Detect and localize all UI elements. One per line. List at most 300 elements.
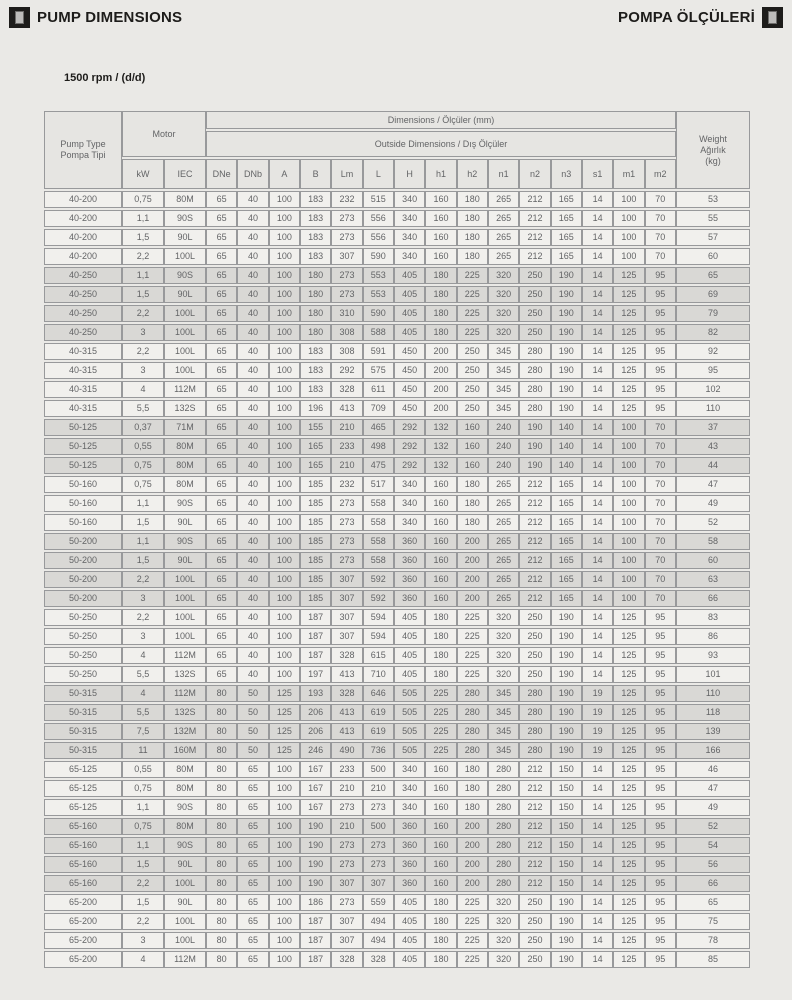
value-cell: 125	[269, 685, 300, 702]
value-cell: 14	[582, 818, 613, 835]
value-cell: 273	[363, 799, 394, 816]
value-cell: 360	[394, 837, 425, 854]
value-cell: 65	[206, 248, 237, 265]
value-cell: 40	[237, 647, 268, 664]
value-cell: 90L	[164, 894, 206, 911]
value-cell: 1,1	[122, 533, 164, 550]
value-cell: 360	[394, 590, 425, 607]
value-cell: 405	[394, 647, 425, 664]
value-cell: 167	[300, 780, 331, 797]
value-cell: 80	[206, 818, 237, 835]
value-cell: 180	[457, 780, 488, 797]
pump-catalog-icon	[9, 7, 30, 28]
weight-cell: 83	[676, 609, 750, 626]
value-cell: 1,5	[122, 514, 164, 531]
value-cell: 125	[613, 818, 644, 835]
page-title-tr: POMPA ÖLÇÜLERİ	[618, 9, 755, 26]
value-cell: 95	[645, 305, 676, 322]
value-cell: 165	[551, 229, 582, 246]
value-cell: 308	[331, 343, 362, 360]
value-cell: 65	[237, 780, 268, 797]
value-cell: 340	[394, 780, 425, 797]
value-cell: 240	[488, 438, 519, 455]
value-cell: 328	[331, 685, 362, 702]
weight-cell: 166	[676, 742, 750, 759]
pump-type-cell: 65-160	[44, 837, 122, 854]
value-cell: 160	[425, 799, 456, 816]
value-cell: 450	[394, 400, 425, 417]
value-cell: 125	[613, 286, 644, 303]
value-cell: 95	[645, 381, 676, 398]
value-cell: 160	[425, 514, 456, 531]
value-cell: 193	[300, 685, 331, 702]
value-cell: 413	[331, 400, 362, 417]
table-header	[44, 111, 750, 189]
value-cell: 200	[457, 590, 488, 607]
value-cell: 328	[363, 951, 394, 968]
value-cell: 160	[457, 419, 488, 436]
value-cell: 80	[206, 913, 237, 930]
value-cell: 14	[582, 305, 613, 322]
value-cell: 40	[237, 286, 268, 303]
rpm-subtitle: 1500 rpm / (d/d)	[64, 72, 146, 84]
value-cell: 160	[425, 761, 456, 778]
value-cell: 65	[206, 590, 237, 607]
table-row	[44, 457, 750, 474]
value-cell: 165	[551, 191, 582, 208]
value-cell: 307	[331, 932, 362, 949]
value-cell: 70	[645, 438, 676, 455]
weight-cell: 57	[676, 229, 750, 246]
value-cell: 100L	[164, 628, 206, 645]
value-cell: 155	[300, 419, 331, 436]
table-row	[44, 286, 750, 303]
value-cell: 125	[613, 381, 644, 398]
value-cell: 180	[457, 248, 488, 265]
value-cell: 125	[613, 400, 644, 417]
value-cell: 3	[122, 324, 164, 341]
value-cell: 187	[300, 932, 331, 949]
value-cell: 273	[331, 799, 362, 816]
table-row	[44, 799, 750, 816]
weight-cell: 86	[676, 628, 750, 645]
value-cell: 40	[237, 552, 268, 569]
pump-type-cell: 50-160	[44, 495, 122, 512]
value-cell: 150	[551, 875, 582, 892]
value-cell: 180	[425, 647, 456, 664]
value-cell: 212	[519, 476, 550, 493]
value-cell: 186	[300, 894, 331, 911]
weight-header	[676, 111, 750, 189]
value-cell: 14	[582, 229, 613, 246]
value-cell: 100	[613, 533, 644, 550]
value-cell: 125	[613, 761, 644, 778]
weight-cell: 53	[676, 191, 750, 208]
table-row	[44, 761, 750, 778]
pump-type-cell: 50-125	[44, 457, 122, 474]
pump-catalog-icon-right	[762, 7, 783, 28]
value-cell: 71M	[164, 419, 206, 436]
pump-type-cell: 50-315	[44, 685, 122, 702]
value-cell: 14	[582, 913, 613, 930]
value-cell: 180	[425, 913, 456, 930]
value-cell: 80	[206, 856, 237, 873]
value-cell: 280	[488, 856, 519, 873]
value-cell: 14	[582, 894, 613, 911]
value-cell: 212	[519, 875, 550, 892]
table-row	[44, 856, 750, 873]
value-cell: 90S	[164, 210, 206, 227]
value-cell: 40	[237, 191, 268, 208]
weight-cell: 102	[676, 381, 750, 398]
value-cell: 100	[613, 590, 644, 607]
value-cell: 320	[488, 894, 519, 911]
value-cell: 190	[551, 951, 582, 968]
value-cell: 280	[519, 685, 550, 702]
value-cell: 160	[425, 856, 456, 873]
value-cell: 345	[488, 343, 519, 360]
value-cell: 180	[457, 799, 488, 816]
value-cell: 140	[551, 457, 582, 474]
table-row	[44, 951, 750, 968]
table-row	[44, 666, 750, 683]
value-cell: 310	[331, 305, 362, 322]
value-cell: 100L	[164, 248, 206, 265]
value-cell: 125	[613, 305, 644, 322]
value-cell: 165	[551, 590, 582, 607]
value-cell: 180	[425, 286, 456, 303]
value-cell: 183	[300, 381, 331, 398]
value-cell: 265	[488, 552, 519, 569]
value-cell: 95	[645, 913, 676, 930]
table-row	[44, 609, 750, 626]
value-cell: 14	[582, 267, 613, 284]
weight-cell: 66	[676, 590, 750, 607]
pump-type-cell: 50-200	[44, 533, 122, 550]
table-row	[44, 571, 750, 588]
value-cell: 265	[488, 495, 519, 512]
value-cell: 2,2	[122, 248, 164, 265]
value-cell: 340	[394, 761, 425, 778]
value-cell: 70	[645, 476, 676, 493]
value-cell: 2,2	[122, 571, 164, 588]
value-cell: 187	[300, 628, 331, 645]
value-cell: 100	[269, 362, 300, 379]
value-cell: 190	[551, 704, 582, 721]
value-cell: 14	[582, 951, 613, 968]
page-title-en: PUMP DIMENSIONS	[37, 9, 183, 26]
value-cell: 100	[269, 248, 300, 265]
value-cell: 345	[488, 704, 519, 721]
value-cell: 210	[331, 457, 362, 474]
value-cell: 1,5	[122, 894, 164, 911]
table-row	[44, 533, 750, 550]
value-cell: 225	[425, 723, 456, 740]
value-cell: 212	[519, 571, 550, 588]
value-cell: 95	[645, 951, 676, 968]
pump-type-cell: 50-200	[44, 552, 122, 569]
value-cell: 165	[300, 438, 331, 455]
value-cell: 160	[425, 837, 456, 854]
pump-catalog-icon-inner	[15, 11, 24, 24]
value-cell: 345	[488, 381, 519, 398]
value-cell: 450	[394, 343, 425, 360]
value-cell: 1,5	[122, 286, 164, 303]
value-cell: 558	[363, 533, 394, 550]
value-cell: 183	[300, 362, 331, 379]
value-cell: 187	[300, 913, 331, 930]
value-cell: 225	[457, 324, 488, 341]
value-cell: 340	[394, 476, 425, 493]
value-cell: 232	[331, 191, 362, 208]
value-cell: 183	[300, 248, 331, 265]
value-cell: 95	[645, 761, 676, 778]
table-row	[44, 894, 750, 911]
weight-cell: 82	[676, 324, 750, 341]
value-cell: 14	[582, 248, 613, 265]
value-cell: 80	[206, 761, 237, 778]
value-cell: 225	[457, 666, 488, 683]
value-cell: 40	[237, 438, 268, 455]
value-cell: 190	[551, 894, 582, 911]
value-cell: 307	[331, 571, 362, 588]
value-cell: 100	[613, 552, 644, 569]
weight-cell: 63	[676, 571, 750, 588]
value-cell: 273	[331, 533, 362, 550]
value-cell: 250	[519, 666, 550, 683]
value-cell: 40	[237, 362, 268, 379]
value-cell: 190	[551, 343, 582, 360]
value-cell: 183	[300, 191, 331, 208]
value-cell: 1,1	[122, 799, 164, 816]
value-cell: 80	[206, 837, 237, 854]
value-cell: 505	[394, 704, 425, 721]
value-cell: 125	[613, 875, 644, 892]
value-cell: 90S	[164, 837, 206, 854]
value-cell: 180	[425, 267, 456, 284]
title-group-right	[618, 7, 783, 28]
pump-type-cell: 50-125	[44, 419, 122, 436]
value-cell: 125	[613, 799, 644, 816]
value-cell: 125	[613, 362, 644, 379]
value-cell: 494	[363, 913, 394, 930]
weight-cell: 54	[676, 837, 750, 854]
value-cell: 185	[300, 552, 331, 569]
value-cell: 40	[237, 229, 268, 246]
value-cell: 80	[206, 723, 237, 740]
value-cell: 50	[237, 723, 268, 740]
pump-type-cell: 50-250	[44, 609, 122, 626]
value-cell: 500	[363, 818, 394, 835]
value-cell: 212	[519, 780, 550, 797]
value-cell: 212	[519, 799, 550, 816]
value-cell: 80M	[164, 780, 206, 797]
value-cell: 1,5	[122, 229, 164, 246]
value-cell: 210	[331, 419, 362, 436]
value-cell: 100	[613, 571, 644, 588]
value-cell: 592	[363, 571, 394, 588]
value-cell: 1,1	[122, 267, 164, 284]
value-cell: 65	[206, 571, 237, 588]
value-cell: 187	[300, 609, 331, 626]
value-cell: 328	[331, 381, 362, 398]
value-cell: 100	[269, 419, 300, 436]
value-cell: 95	[645, 609, 676, 626]
value-cell: 40	[237, 248, 268, 265]
value-cell: 517	[363, 476, 394, 493]
value-cell: 180	[425, 894, 456, 911]
value-cell: 14	[582, 875, 613, 892]
value-cell: 100	[269, 647, 300, 664]
value-cell: 619	[363, 704, 394, 721]
value-cell: 90L	[164, 514, 206, 531]
value-cell: 265	[488, 514, 519, 531]
value-cell: 125	[613, 951, 644, 968]
value-cell: 19	[582, 685, 613, 702]
value-cell: 1,5	[122, 552, 164, 569]
value-cell: 125	[613, 837, 644, 854]
value-cell: 19	[582, 723, 613, 740]
value-cell: 100	[269, 476, 300, 493]
weight-cell: 110	[676, 400, 750, 417]
weight-cell: 139	[676, 723, 750, 740]
value-cell: 14	[582, 381, 613, 398]
value-cell: 50	[237, 742, 268, 759]
value-cell: 40	[237, 267, 268, 284]
value-cell: 345	[488, 742, 519, 759]
value-cell: 225	[457, 286, 488, 303]
value-cell: 165	[551, 533, 582, 550]
value-cell: 225	[457, 609, 488, 626]
value-cell: 250	[457, 400, 488, 417]
value-cell: 160	[425, 210, 456, 227]
value-cell: 167	[300, 799, 331, 816]
value-cell: 498	[363, 438, 394, 455]
col-header-iec: IEC	[164, 159, 206, 189]
table-row	[44, 191, 750, 208]
value-cell: 80M	[164, 191, 206, 208]
value-cell: 180	[457, 495, 488, 512]
value-cell: 320	[488, 913, 519, 930]
value-cell: 212	[519, 495, 550, 512]
value-cell: 360	[394, 571, 425, 588]
value-cell: 360	[394, 552, 425, 569]
value-cell: 250	[519, 267, 550, 284]
table-row	[44, 818, 750, 835]
value-cell: 40	[237, 210, 268, 227]
value-cell: 11	[122, 742, 164, 759]
value-cell: 100	[269, 913, 300, 930]
col-header-h1: h1	[425, 159, 456, 189]
value-cell: 95	[645, 875, 676, 892]
value-cell: 360	[394, 875, 425, 892]
value-cell: 40	[237, 495, 268, 512]
value-cell: 90L	[164, 229, 206, 246]
weight-header-en: Weight	[699, 133, 727, 144]
value-cell: 14	[582, 286, 613, 303]
pump-type-cell: 40-250	[44, 286, 122, 303]
motor-header: Motor	[122, 111, 206, 157]
value-cell: 190	[551, 609, 582, 626]
table-row	[44, 419, 750, 436]
value-cell: 160	[425, 476, 456, 493]
value-cell: 320	[488, 267, 519, 284]
col-header-dnb: DNb	[237, 159, 268, 189]
value-cell: 280	[457, 742, 488, 759]
pump-type-cell: 50-315	[44, 723, 122, 740]
value-cell: 250	[519, 628, 550, 645]
value-cell: 165	[551, 476, 582, 493]
value-cell: 345	[488, 362, 519, 379]
value-cell: 340	[394, 191, 425, 208]
value-cell: 14	[582, 647, 613, 664]
value-cell: 70	[645, 514, 676, 531]
value-cell: 100	[269, 324, 300, 341]
value-cell: 558	[363, 552, 394, 569]
value-cell: 40	[237, 419, 268, 436]
value-cell: 150	[551, 799, 582, 816]
weight-cell: 37	[676, 419, 750, 436]
value-cell: 14	[582, 400, 613, 417]
value-cell: 95	[645, 628, 676, 645]
value-cell: 340	[394, 495, 425, 512]
pump-type-cell: 65-200	[44, 951, 122, 968]
value-cell: 100	[269, 533, 300, 550]
pump-type-cell: 65-200	[44, 913, 122, 930]
title-group-left	[9, 7, 182, 28]
value-cell: 183	[300, 229, 331, 246]
value-cell: 280	[519, 723, 550, 740]
value-cell: 160	[425, 248, 456, 265]
value-cell: 190	[519, 457, 550, 474]
value-cell: 80	[206, 685, 237, 702]
weight-cell: 58	[676, 533, 750, 550]
pump-type-cell: 65-160	[44, 818, 122, 835]
value-cell: 100L	[164, 913, 206, 930]
value-cell: 125	[613, 932, 644, 949]
weight-cell: 60	[676, 552, 750, 569]
value-cell: 190	[551, 666, 582, 683]
value-cell: 180	[425, 628, 456, 645]
value-cell: 225	[457, 305, 488, 322]
weight-cell: 93	[676, 647, 750, 664]
value-cell: 591	[363, 343, 394, 360]
value-cell: 0,37	[122, 419, 164, 436]
value-cell: 2,2	[122, 305, 164, 322]
pump-type-cell: 40-315	[44, 400, 122, 417]
value-cell: 280	[488, 875, 519, 892]
pump-type-cell: 40-200	[44, 191, 122, 208]
value-cell: 165	[551, 514, 582, 531]
value-cell: 273	[331, 267, 362, 284]
value-cell: 80M	[164, 818, 206, 835]
value-cell: 100	[269, 590, 300, 607]
col-header-m1: m1	[613, 159, 644, 189]
value-cell: 273	[331, 229, 362, 246]
value-cell: 200	[457, 818, 488, 835]
value-cell: 280	[488, 799, 519, 816]
value-cell: 100	[269, 894, 300, 911]
value-cell: 14	[582, 799, 613, 816]
value-cell: 70	[645, 191, 676, 208]
value-cell: 160	[425, 552, 456, 569]
value-cell: 250	[519, 609, 550, 626]
weight-cell: 85	[676, 951, 750, 968]
value-cell: 280	[519, 381, 550, 398]
pump-type-cell: 65-200	[44, 894, 122, 911]
value-cell: 100	[613, 248, 644, 265]
value-cell: 280	[457, 685, 488, 702]
